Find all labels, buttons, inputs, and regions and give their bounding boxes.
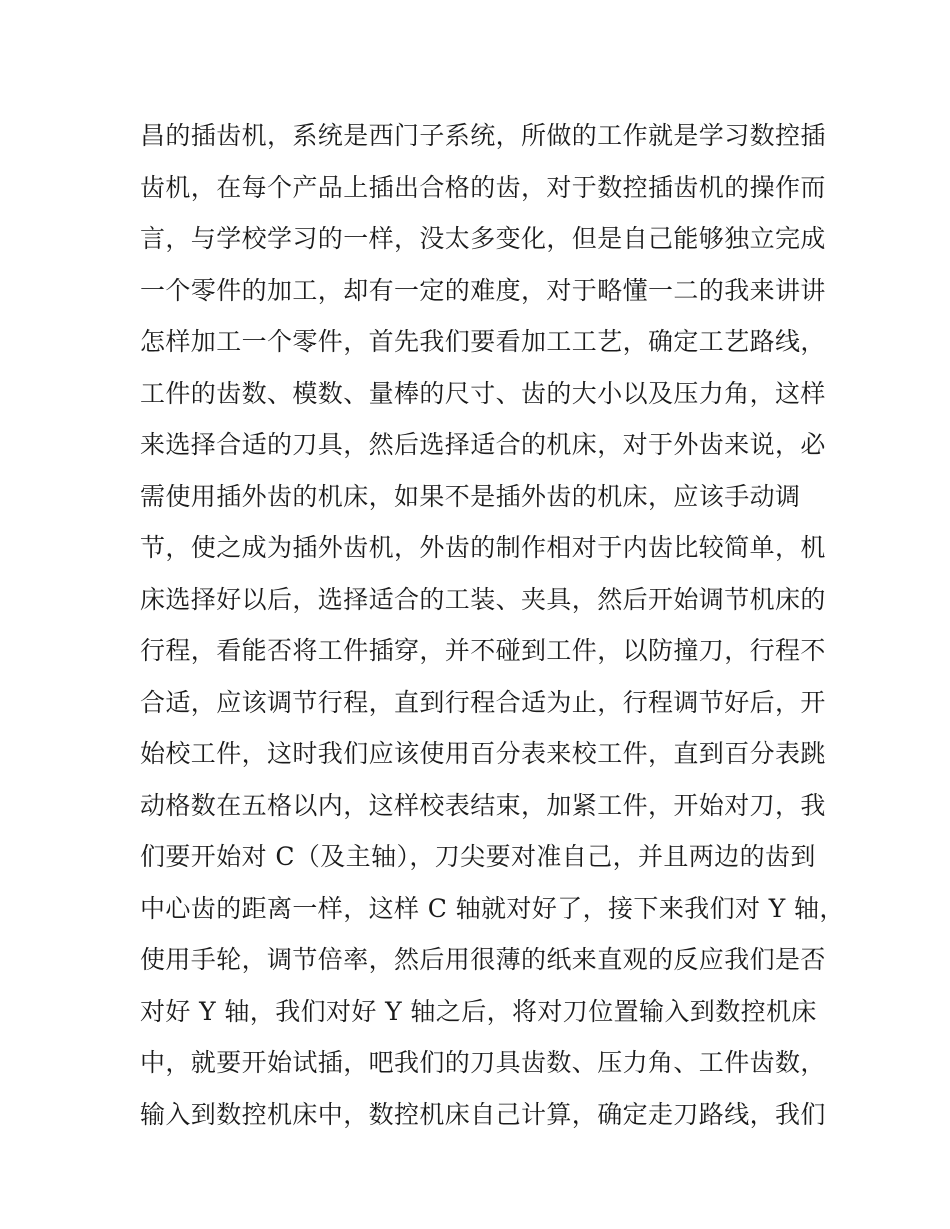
text-line: 节，使之成为插外齿机，外齿的制作相对于内齿比较简单，机 bbox=[140, 533, 826, 562]
text-line: 使用手轮，调节倍率，然后用很薄的纸来直观的反应我们是否 bbox=[140, 945, 826, 974]
text-line: 怎样加工一个零件，首先我们要看加工工艺，确定工艺路线， bbox=[140, 327, 826, 356]
text-line: 合适，应该调节行程，直到行程合适为止，行程调节好后，开 bbox=[140, 687, 826, 717]
text-line: 动格数在五格以内，这样校表结束，加紧工件，开始对刀，我 bbox=[140, 790, 826, 820]
text-line: 对好 Y 轴，我们对好 Y 轴之后，将对刀位置输入到数控机床 bbox=[140, 996, 817, 1026]
text-line: 床选择好以后，选择适合的工装、夹具，然后开始调节机床的 bbox=[140, 584, 826, 614]
text-line: 们要开始对 C（及主轴），刀尖要对准自己，并且两边的齿到 bbox=[140, 842, 816, 871]
text-line: 工件的齿数、模数、量棒的尺寸、齿的大小以及压力角，这样 bbox=[140, 378, 826, 408]
text-line: 中心齿的距离一样，这样 C 轴就对好了，接下来我们对 Y 轴， bbox=[140, 893, 845, 923]
body-text bbox=[140, 110, 845, 1140]
text-line: 一个零件的加工，却有一定的难度，对于略懂一二的我来讲讲 bbox=[140, 275, 826, 305]
text-line: 昌的插齿机，系统是西门子系统，所做的工作就是学习数控插 bbox=[140, 121, 826, 150]
text-line: 中，就要开始试插，吧我们的刀具齿数、压力角、工件齿数， bbox=[140, 1048, 826, 1077]
text-line: 行程，看能否将工件插穿，并不碰到工件，以防撞刀，行程不 bbox=[140, 636, 826, 665]
text-line: 齿机，在每个产品上插出合格的齿，对于数控插齿机的操作而 bbox=[140, 172, 826, 202]
text-line: 需使用插外齿的机床，如果不是插外齿的机床，应该手动调 bbox=[140, 481, 801, 511]
text-line: 输入到数控机床中，数控机床自己计算，确定走刀路线，我们 bbox=[140, 1099, 826, 1129]
text-line: 言，与学校学习的一样，没太多变化，但是自己能够独立完成 bbox=[140, 224, 826, 253]
text-line: 来选择合适的刀具，然后选择适合的机床，对于外齿来说，必 bbox=[140, 430, 826, 459]
text-line: 始校工件，这时我们应该使用百分表来校工件，直到百分表跳 bbox=[140, 739, 826, 768]
